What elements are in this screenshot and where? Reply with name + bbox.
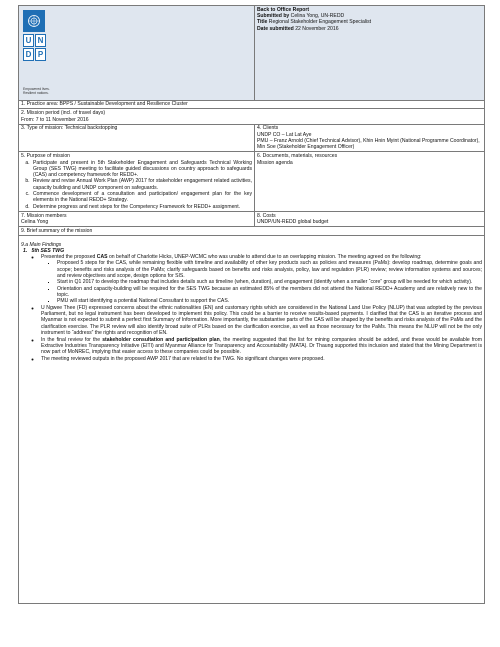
logo-letter-d: D — [23, 48, 34, 61]
section-title: 5th SES TWG — [31, 247, 65, 254]
findings-row — [19, 235, 485, 604]
finding-text: on behalf of Charlotte Hicks, UNEP-WCMC who was unable to attend due to an overlapping mission. The meeting agreed on the following: — [107, 254, 422, 261]
undp-logo — [23, 10, 46, 61]
purpose-item: a. Participate and present in 5th Stakeholder Engagement and Safeguards Technical Working Group (SES TWG) meeting to facilitate guided discussions on country approach to safeguards (CAS) and competency framework for REDD+. — [31, 160, 252, 179]
agreement-bullet: ▪ Start in Q1 2017 to develop the roadmap that includes details such as timeline (when, duration), and engagement (identify when a smaller “core” group will be needed for which activity). — [57, 279, 482, 285]
members-cell — [19, 211, 255, 226]
members-value: Celina Yong — [21, 218, 49, 225]
finding-text: Presented the proposed — [41, 254, 97, 261]
finding-item: ◦ The meeting reviewed outputs in the proposed AWP 2017 that are related to the TWG. No significant changes were proposed. — [41, 356, 482, 362]
finding-text: In the final review for the — [41, 336, 103, 343]
title-label: Title — [257, 19, 268, 26]
report-title: Back to Office Report — [257, 6, 310, 13]
mission-period-value: From: 7 to 11 November 2016 — [21, 116, 89, 123]
agreement-bullet: ▪ Orientation and capacity-building will be required for the SES TWG because an estimated 85% of the members did not attend the National REDD+ Academy and are relatively new to the topic. — [57, 286, 482, 299]
title-value: Regional Stakeholder Engagement Specialist — [267, 19, 372, 26]
date-line — [257, 26, 482, 32]
logo-letter-p: P — [35, 48, 46, 61]
report-info-cell — [255, 6, 485, 101]
clients-cell — [255, 124, 485, 152]
submitted-by-label: Submitted by — [257, 13, 290, 20]
findings-list — [21, 254, 482, 362]
purpose-documents-row — [19, 152, 485, 211]
findings-cell — [19, 235, 485, 604]
date-value: 22 November 2016 — [293, 25, 339, 32]
clients-line-1: UNDP CO – Lat Lat Aye — [257, 131, 312, 138]
logo-letter-n: N — [35, 34, 46, 47]
un-emblem-icon — [23, 10, 45, 32]
mission-period-row — [19, 109, 485, 124]
header-row — [19, 6, 485, 101]
logo-cell — [19, 6, 255, 101]
back-to-office-form — [18, 5, 485, 604]
agreement-bullets — [41, 260, 482, 304]
clients-label: 4. Clients — [257, 125, 279, 132]
purpose-item: c. Commence development of a consultation and participation/ engagement plan for the key elements in the National REDD+ Strategy. — [31, 191, 252, 204]
type-clients-row — [19, 124, 485, 152]
agreement-bullet: ▪ PMU will start identifying a potential National Consultant to support the CAS. — [57, 298, 482, 304]
finding-bold-text: stakeholder consultation and participation plan — [102, 336, 220, 343]
logo-tagline: Empowered lives. Resilient nations. — [23, 87, 50, 95]
documents-value: Mission agenda — [257, 159, 293, 166]
purpose-cell — [19, 152, 255, 211]
finding-item — [41, 337, 482, 356]
documents-cell — [255, 152, 485, 211]
mission-type: 3. Type of mission: Technical backstopping — [19, 124, 255, 152]
submitted-by-value: Celina Yong, UN-REDD — [289, 13, 345, 20]
costs-cell — [255, 211, 485, 226]
purpose-label: 5. Purpose of mission — [21, 153, 70, 160]
section-number: 1. — [23, 247, 28, 254]
purpose-item: b. Review and revise Annual Work Plan (AWP) 2017 for stakeholder engagement related activities, capacity building and UNDP component on safeguards. — [31, 178, 252, 191]
purpose-list — [21, 160, 252, 210]
finding-text: , the meeting suggested that the list for mining companies should be added, and these would be available from Extractive Industries Transparency Initiative (EITI) and Myanmar Alliance for Transparency and Accountability (MATA). Dr Thaung supported this inclusion and stated that the Mining Department is now part of MoNREC, implying that easier access to these companies could be possible. — [41, 336, 483, 356]
purpose-item: d. Determine progress and next steps for the Competency Framework for REDD+ assignment. — [31, 204, 252, 210]
summary-label: 9. Brief summary of the mission — [19, 226, 485, 235]
members-costs-row — [19, 211, 485, 226]
members-label: 7. Mission members — [21, 212, 67, 219]
date-label: Date submitted — [257, 25, 294, 32]
finding-item — [41, 254, 482, 304]
practice-area-row — [19, 100, 485, 109]
costs-label: 8. Costs — [257, 212, 276, 219]
documents-label: 6. Documents, materials, resources — [257, 153, 338, 160]
clients-line-2: PMU – Franz Arnold (Chief Technical Advisor), Khin Hnin Myint (National Programme Coordinator), Min Soe (Stakeholder Engagement Officer) — [257, 138, 480, 151]
finding-item: ◦ U Ngwee Thee (FD) expressed concerns about the ethnic nationalities (EN) and customary rights which are considered in the National Land Use Policy (NLUP) that was adopted by the previous Parliament, but no legal instrument has been developed to implement this policy. This could be a barrier to receive results-based payments. I clarified that the CAS is an iterative process and Myanmar is not expected to submit a perfect first Summary of Information. More importantly, the substantive parts of the CAS will be shaped by the benefits and risks analysis of the PaMs and the clarification exercise. The PLR review will also identify broad suite of PLRs based on the clarification exercise, as well as those necessary for the PaMs. This means the NLUP will not be the only instrument to “address” the rights and recognition of EN. — [41, 305, 482, 336]
summary-label-row — [19, 226, 485, 235]
agreement-bullet: ▪ Proposed 5 steps for the CAS, while remaining flexible with timeline and availability of other key products such as policies and measures (PaMs): develop roadmap, determine goals and scope; benefits and risks analysis of the PaMs; clarify safeguards based on benefits and risks analysis, policy, law and regulation (PLR) review; review information systems and sources; and review objectives and scope, design options for SIS. — [57, 260, 482, 279]
logo-letter-u: U — [23, 34, 34, 47]
finding-bold-text: CAS — [96, 254, 108, 261]
practice-area: 1. Practice area: BPPS / Sustainable Development and Resilience Cluster — [19, 100, 485, 109]
mission-period-label: 2. Mission period (incl. of travel days) — [21, 110, 106, 117]
costs-value: UNDP/UN-REDD global budget — [257, 218, 329, 225]
findings-title: 9.a Main Findings — [21, 241, 62, 248]
